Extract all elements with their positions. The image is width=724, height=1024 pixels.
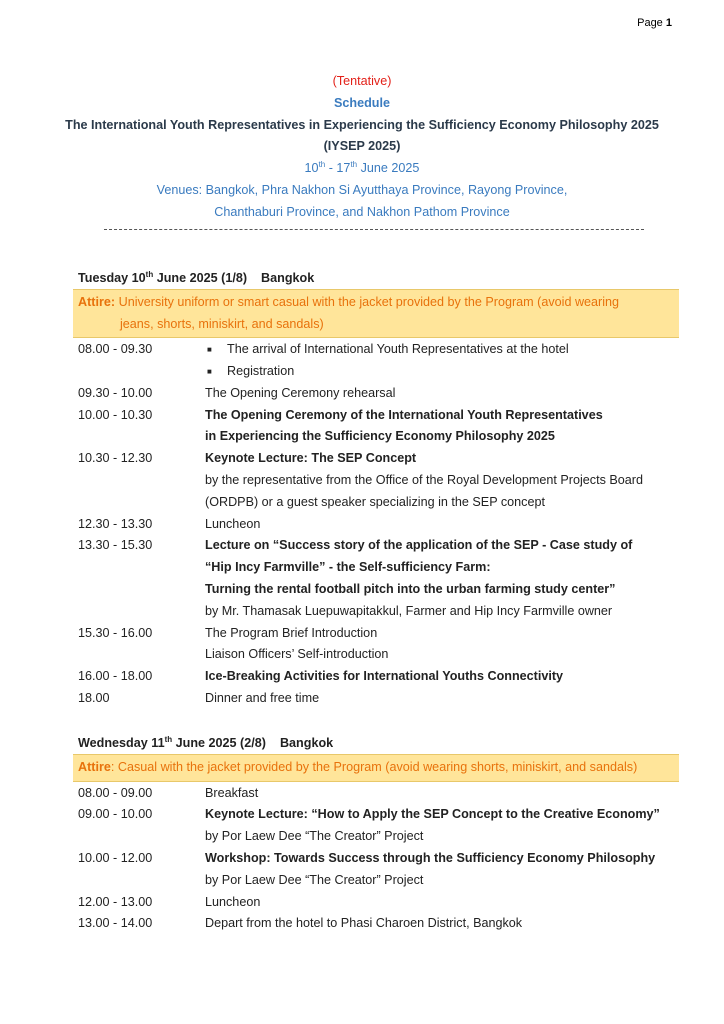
program-acronym: (IYSEP 2025) bbox=[323, 139, 401, 154]
day-section-2 bbox=[73, 732, 679, 935]
schedule-row: 13.00 - 14.00 Depart from the hotel to Phasi Charoen District, Bangkok bbox=[78, 916, 523, 931]
day-section-1 bbox=[73, 267, 679, 710]
document-header bbox=[0, 71, 724, 224]
bullet-icon: ■ bbox=[207, 366, 212, 376]
schedule-row: 09.00 - 10.00 Keynote Lecture: “How to Apply the SEP Concept to the Creative Economy” by Por Laew Dee “The Creator” Project bbox=[78, 807, 660, 844]
program-title: The International Youth Representatives in Experiencing the Sufficiency Economy Philosophy 2025 bbox=[65, 117, 659, 132]
schedule-row: 12.30 - 13.30 Luncheon bbox=[78, 516, 261, 531]
schedule-row: 16.00 - 18.00 Ice-Breaking Activities for International Youths Connectivity bbox=[78, 669, 564, 684]
schedule-row: 09.30 - 10.00 The Opening Ceremony rehearsal bbox=[78, 385, 396, 400]
attire-note: Attire: Casual with the jacket provided by the Program (avoid wearing shorts, miniskirt, and sandals) bbox=[73, 754, 679, 782]
schedule-row: 10.30 - 12.30 Keynote Lecture: The SEP Concept by the representative from the Office of the Royal Development Projects Board (ORDPB) or a guest speaker specializing in the SEP concept bbox=[78, 451, 643, 509]
schedule-row: 13.30 - 15.30 Lecture on “Success story of the application of the SEP - Case study of “Hip Incy Farmville” - the Self-sufficiency Farm: Turning the rental football pitch into the urban farming study center” by Mr. Thamasak Luepuwapitakkul, Farmer and Hip Incy Farmville owner bbox=[78, 538, 633, 618]
day-title: Wednesday 11th June 2025 (2/8) Bangkok bbox=[78, 734, 334, 750]
schedule-row: 08.00 - 09.00 Breakfast bbox=[78, 785, 259, 800]
day-title: Tuesday 10th June 2025 (1/8) Bangkok bbox=[78, 269, 315, 285]
dashed-divider bbox=[104, 229, 644, 231]
schedule-row: 15.30 - 16.00 The Program Brief Introduction Liaison Officers’ Self-introduction bbox=[78, 625, 389, 662]
schedule-row: 10.00 - 10.30 The Opening Ceremony of the International Youth Representatives in Experiencing the Sufficiency Economy Philosophy 2025 bbox=[78, 407, 603, 444]
venues-line-2: Chanthaburi Province, and Nakhon Pathom Province bbox=[214, 204, 510, 219]
page-number: Page 1 bbox=[637, 17, 672, 29]
venues-line-1: Venues: Bangkok, Phra Nakhon Si Ayutthaya Province, Rayong Province, bbox=[156, 182, 568, 197]
schedule-heading: Schedule bbox=[334, 95, 390, 110]
tentative-label: (Tentative) bbox=[332, 74, 392, 88]
attire-note: Attire: University uniform or smart casual with the jacket provided by the Program (avoid wearing jeans, shorts, miniskirt, and sandals) bbox=[73, 289, 679, 338]
schedule-row: 10.00 - 12.00 Workshop: Towards Success through the Sufficiency Economy Philosophy by Por Laew Dee “The Creator” Project bbox=[78, 850, 656, 887]
schedule-row: 08.00 - 09.30 ■ The arrival of International Youth Representatives at the hotel ■ Registration bbox=[73, 339, 679, 383]
bullet-icon: ■ bbox=[207, 345, 212, 355]
program-dates: 10th - 17th June 2025 bbox=[304, 160, 420, 176]
schedule-row: 12.00 - 13.00 Luncheon bbox=[78, 894, 261, 909]
schedule-row: 18.00 Dinner and free time bbox=[78, 690, 320, 705]
